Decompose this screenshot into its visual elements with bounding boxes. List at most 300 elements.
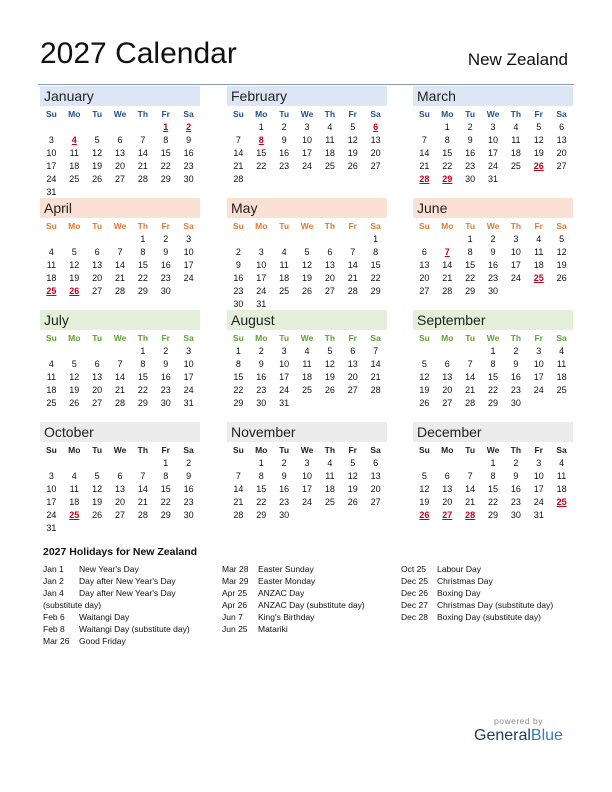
empty-day-cell (436, 233, 459, 246)
weekday-label: We (486, 333, 500, 343)
holiday-item (43, 563, 190, 575)
day-cell: 19 (69, 273, 80, 283)
day-cell: 13 (115, 148, 126, 158)
day-cell: 11 (302, 359, 312, 369)
weekday-header-row (40, 443, 200, 457)
day-cell: 18 (510, 148, 521, 158)
holiday-name: Easter Monday (258, 576, 316, 586)
day-cell: 31 (279, 398, 290, 408)
day-cell: 21 (370, 372, 381, 382)
weekday-header-row (227, 331, 387, 345)
empty-day-cell (550, 285, 573, 298)
day-cell: 16 (510, 372, 521, 382)
week-row (40, 246, 200, 259)
day-cell: 27 (347, 385, 358, 395)
holiday-name: (substitute day) (43, 600, 102, 610)
weekday-label: Th (324, 333, 336, 343)
day-cell: 18 (46, 385, 57, 395)
day-cell: 13 (442, 484, 453, 494)
weekday-label: Mo (441, 445, 454, 455)
day-cell: 27 (92, 398, 103, 408)
day-cell: 29 (160, 510, 171, 520)
weekday-label: Su (232, 221, 244, 231)
week-row (227, 371, 387, 384)
day-cell: 15 (488, 484, 499, 494)
empty-day-cell (436, 345, 459, 358)
weekday-label: Fr (161, 221, 170, 231)
weekday-label: We (113, 445, 127, 455)
day-cell: 15 (233, 372, 244, 382)
day-cell: 16 (256, 372, 267, 382)
weekday-label: Sa (183, 109, 194, 119)
week-row (40, 496, 200, 509)
empty-day-cell (63, 233, 86, 246)
day-cell: 20 (442, 385, 453, 395)
week-row (413, 285, 573, 298)
day-cell: 22 (370, 273, 381, 283)
day-cell: 4 (327, 458, 333, 468)
day-cell: 9 (281, 135, 287, 145)
day-cell: 28 (370, 385, 381, 395)
day-cell: 20 (115, 161, 126, 171)
weekday-label: We (300, 445, 314, 455)
day-cell: 31 (256, 299, 267, 309)
day-cell: 1 (163, 122, 169, 132)
day-cell: 27 (442, 398, 453, 408)
empty-day-cell (504, 173, 527, 186)
day-cell: 29 (370, 286, 381, 296)
day-cell: 21 (465, 385, 476, 395)
day-cell: 26 (347, 497, 358, 507)
day-cell: 5 (536, 122, 542, 132)
day-cell: 11 (69, 484, 79, 494)
day-cell: 21 (233, 497, 244, 507)
week-row (413, 121, 573, 134)
month-june (413, 198, 573, 298)
day-cell: 24 (510, 273, 521, 283)
empty-day-cell (318, 233, 341, 246)
weekday-label: Sa (370, 333, 381, 343)
weekday-label: Sa (370, 109, 381, 119)
empty-day-cell (63, 522, 86, 535)
holiday-date: Apr 26 (222, 600, 248, 610)
day-cell: 14 (465, 372, 476, 382)
day-cell: 26 (347, 161, 358, 171)
weekday-label: Tu (279, 445, 290, 455)
day-cell: 1 (373, 234, 379, 244)
weekday-label: Fr (161, 333, 170, 343)
day-cell: 1 (467, 234, 473, 244)
weekday-label: Fr (348, 333, 357, 343)
week-row (413, 483, 573, 496)
day-cell: 23 (279, 161, 290, 171)
day-cell: 17 (279, 372, 290, 382)
holiday-name: Christmas Day (437, 576, 493, 586)
day-cell: 17 (302, 148, 313, 158)
day-cell: 22 (233, 385, 244, 395)
day-cell: 20 (324, 273, 335, 283)
day-cell: 11 (46, 372, 57, 382)
day-cell: 22 (465, 273, 476, 283)
day-cell: 5 (559, 234, 565, 244)
day-cell: 28 (419, 174, 430, 184)
day-cell: 10 (302, 135, 313, 145)
day-cell: 16 (279, 484, 290, 494)
weekday-label: Su (45, 109, 57, 119)
weekday-header-row (227, 107, 387, 121)
holiday-item (222, 563, 365, 575)
holiday-date: Mar 26 (43, 636, 70, 646)
empty-day-cell (109, 457, 132, 470)
day-cell: 23 (233, 286, 244, 296)
holiday-item (401, 563, 553, 575)
day-cell: 26 (92, 174, 103, 184)
holiday-item (43, 587, 190, 599)
day-cell: 19 (324, 372, 335, 382)
day-cell: 2 (281, 122, 287, 132)
day-cell: 20 (419, 273, 430, 283)
month-name: February (227, 86, 387, 106)
week-row (40, 121, 200, 134)
empty-day-cell (459, 345, 482, 358)
day-cell: 23 (160, 385, 171, 395)
weekday-header-row (40, 219, 200, 233)
week-row (40, 147, 200, 160)
day-cell: 9 (281, 471, 287, 481)
day-cell: 8 (163, 135, 169, 145)
empty-day-cell (86, 522, 109, 535)
day-cell: 23 (465, 161, 476, 171)
weekday-label: Th (510, 445, 522, 455)
empty-day-cell (86, 345, 109, 358)
day-cell: 10 (533, 359, 544, 369)
day-cell: 28 (465, 510, 476, 520)
day-cell: 18 (69, 161, 80, 171)
weekday-label: Mo (68, 109, 81, 119)
day-cell: 2 (186, 122, 192, 132)
holiday-item (222, 587, 365, 599)
empty-day-cell (318, 509, 341, 522)
weekday-label: Tu (92, 333, 103, 343)
brand-logo-general: General (474, 727, 531, 744)
day-cell: 1 (444, 122, 450, 132)
day-cell: 25 (279, 286, 290, 296)
day-cell: 17 (510, 260, 521, 270)
empty-day-cell (40, 345, 63, 358)
holiday-item (222, 623, 365, 635)
day-cell: 13 (92, 260, 103, 270)
weekday-label: Sa (556, 109, 567, 119)
empty-day-cell (296, 173, 319, 186)
day-cell: 29 (465, 286, 476, 296)
empty-day-cell (227, 457, 250, 470)
holidays-title: 2027 Holidays for New Zealand (43, 546, 198, 558)
day-cell: 31 (46, 187, 57, 197)
day-cell: 21 (115, 273, 126, 283)
day-cell: 9 (258, 359, 264, 369)
day-cell: 6 (350, 346, 356, 356)
day-cell: 24 (533, 385, 544, 395)
holiday-name: Waitangi Day (79, 612, 130, 622)
day-cell: 17 (256, 273, 267, 283)
day-cell: 12 (324, 359, 335, 369)
day-cell: 17 (46, 497, 57, 507)
weekday-label: We (486, 445, 500, 455)
day-cell: 27 (370, 497, 381, 507)
day-cell: 15 (160, 484, 171, 494)
day-cell: 25 (510, 161, 521, 171)
week-row (227, 121, 387, 134)
day-cell: 20 (556, 148, 567, 158)
day-cell: 18 (46, 273, 57, 283)
day-cell: 7 (421, 135, 427, 145)
week-row (227, 358, 387, 371)
empty-day-cell (227, 233, 250, 246)
day-cell: 22 (442, 161, 453, 171)
day-cell: 25 (46, 286, 57, 296)
weekday-label: Su (45, 333, 57, 343)
empty-day-cell (413, 121, 436, 134)
day-cell: 16 (488, 260, 499, 270)
weekday-label: Su (418, 109, 430, 119)
day-cell: 14 (233, 484, 244, 494)
day-cell: 3 (304, 458, 310, 468)
empty-day-cell (63, 457, 86, 470)
weekday-label: We (300, 109, 314, 119)
week-row (413, 246, 573, 259)
day-cell: 17 (302, 484, 313, 494)
day-cell: 10 (510, 247, 521, 257)
holiday-item (222, 599, 365, 611)
empty-day-cell (131, 121, 154, 134)
week-row (40, 358, 200, 371)
day-cell: 3 (48, 135, 54, 145)
day-cell: 14 (465, 484, 476, 494)
day-cell: 14 (442, 260, 453, 270)
brand-logo (474, 727, 563, 745)
weekday-label: Fr (348, 221, 357, 231)
month-may (227, 198, 387, 311)
weekday-label: Mo (255, 333, 268, 343)
country-name: New Zealand (467, 50, 568, 69)
day-cell: 20 (115, 497, 126, 507)
month-name: March (413, 86, 573, 106)
day-cell: 28 (465, 398, 476, 408)
weekday-label: Mo (68, 445, 81, 455)
day-cell: 3 (513, 234, 519, 244)
holiday-item (43, 575, 190, 587)
week-row (413, 345, 573, 358)
weekday-label: Mo (255, 109, 268, 119)
day-cell: 23 (279, 497, 290, 507)
holiday-item (43, 599, 190, 611)
day-cell: 25 (69, 174, 80, 184)
day-cell: 8 (373, 247, 379, 257)
day-cell: 1 (140, 234, 146, 244)
weekday-label: Fr (534, 445, 543, 455)
week-row (413, 371, 573, 384)
day-cell: 24 (279, 385, 290, 395)
holiday-date: Jun 25 (222, 624, 248, 634)
week-row (40, 345, 200, 358)
weekday-header-row (40, 331, 200, 345)
weekday-label: Su (418, 333, 430, 343)
empty-day-cell (364, 509, 387, 522)
empty-day-cell (341, 509, 364, 522)
weekday-label: We (300, 221, 314, 231)
weekday-header-row (227, 443, 387, 457)
day-cell: 11 (46, 260, 57, 270)
day-cell: 14 (419, 148, 430, 158)
day-cell: 11 (511, 135, 521, 145)
day-cell: 17 (183, 372, 194, 382)
week-row (227, 246, 387, 259)
empty-day-cell (40, 121, 63, 134)
day-cell: 29 (256, 510, 267, 520)
day-cell: 30 (233, 299, 244, 309)
weekday-label: Tu (465, 445, 476, 455)
weekday-label: Su (232, 333, 244, 343)
week-row (227, 272, 387, 285)
day-cell: 7 (235, 471, 241, 481)
holiday-date: Feb 8 (43, 624, 65, 634)
day-cell: 11 (556, 471, 567, 481)
weekday-label: Th (510, 221, 522, 231)
holiday-date: Jan 2 (43, 576, 64, 586)
week-row (227, 457, 387, 470)
day-cell: 19 (556, 260, 567, 270)
empty-day-cell (154, 522, 177, 535)
empty-day-cell (86, 121, 109, 134)
day-cell: 28 (233, 510, 244, 520)
weekday-label: Sa (556, 445, 567, 455)
week-row (413, 259, 573, 272)
day-cell: 10 (183, 359, 194, 369)
holiday-item (401, 575, 553, 587)
weekday-label: Tu (465, 221, 476, 231)
day-cell: 4 (559, 458, 565, 468)
day-cell: 7 (373, 346, 379, 356)
day-cell: 6 (444, 471, 450, 481)
weekday-header-row (413, 107, 573, 121)
day-cell: 19 (419, 385, 430, 395)
day-cell: 1 (490, 346, 496, 356)
weekday-label: Mo (441, 333, 454, 343)
day-cell: 23 (488, 273, 499, 283)
day-cell: 11 (325, 135, 335, 145)
day-cell: 27 (115, 510, 126, 520)
day-cell: 4 (304, 346, 310, 356)
empty-day-cell (86, 457, 109, 470)
day-cell: 27 (115, 174, 126, 184)
day-cell: 27 (324, 286, 335, 296)
week-row (40, 457, 200, 470)
day-cell: 5 (304, 247, 310, 257)
week-row (227, 483, 387, 496)
day-cell: 31 (533, 510, 544, 520)
empty-day-cell (341, 173, 364, 186)
week-row (413, 457, 573, 470)
month-october (40, 422, 200, 535)
day-cell: 22 (160, 497, 171, 507)
empty-day-cell (109, 121, 132, 134)
holiday-name: Christmas Day (substitute day) (437, 600, 554, 610)
empty-day-cell (63, 121, 86, 134)
weekday-label: Sa (370, 445, 381, 455)
day-cell: 6 (117, 471, 123, 481)
holiday-date: Jun 7 (222, 612, 243, 622)
holiday-name: New Year's Day (79, 564, 139, 574)
day-cell: 16 (510, 484, 521, 494)
holiday-item (43, 635, 190, 647)
empty-day-cell (296, 233, 319, 246)
day-cell: 1 (235, 346, 241, 356)
day-cell: 23 (510, 385, 521, 395)
weekday-label: Th (137, 333, 149, 343)
empty-day-cell (131, 457, 154, 470)
weekday-header-row (413, 219, 573, 233)
empty-day-cell (250, 233, 273, 246)
day-cell: 9 (490, 247, 496, 257)
holiday-item (43, 623, 190, 635)
day-cell: 15 (442, 148, 453, 158)
week-row (413, 384, 573, 397)
day-cell: 24 (183, 385, 194, 395)
holiday-name: ANZAC Day (258, 588, 305, 598)
weekday-label: Sa (370, 221, 381, 231)
day-cell: 7 (467, 359, 473, 369)
day-cell: 3 (48, 471, 54, 481)
day-cell: 4 (71, 471, 77, 481)
weekday-label: We (113, 109, 127, 119)
empty-day-cell (550, 173, 573, 186)
day-cell: 3 (186, 234, 192, 244)
day-cell: 15 (137, 260, 148, 270)
week-row (413, 272, 573, 285)
day-cell: 21 (419, 161, 430, 171)
day-cell: 17 (46, 161, 57, 171)
day-cell: 8 (490, 471, 496, 481)
day-cell: 21 (347, 273, 358, 283)
empty-day-cell (504, 285, 527, 298)
week-row (413, 134, 573, 147)
day-cell: 26 (419, 510, 430, 520)
day-cell: 21 (137, 497, 148, 507)
empty-day-cell (550, 397, 573, 410)
day-cell: 20 (370, 148, 381, 158)
weekday-label: Mo (68, 221, 81, 231)
day-cell: 1 (490, 458, 496, 468)
holiday-item (222, 575, 365, 587)
day-cell: 2 (513, 346, 519, 356)
day-cell: 12 (69, 372, 80, 382)
day-cell: 4 (513, 122, 519, 132)
day-cell: 14 (115, 372, 126, 382)
day-cell: 19 (347, 148, 358, 158)
day-cell: 30 (510, 510, 521, 520)
day-cell: 24 (533, 497, 544, 507)
empty-day-cell (273, 173, 296, 186)
day-cell: 12 (419, 484, 430, 494)
month-name: July (40, 310, 200, 330)
weekday-label: Su (418, 445, 430, 455)
month-name: August (227, 310, 387, 330)
day-cell: 29 (137, 398, 148, 408)
day-cell: 4 (327, 122, 333, 132)
day-cell: 16 (233, 273, 244, 283)
month-name: October (40, 422, 200, 442)
day-cell: 30 (488, 286, 499, 296)
